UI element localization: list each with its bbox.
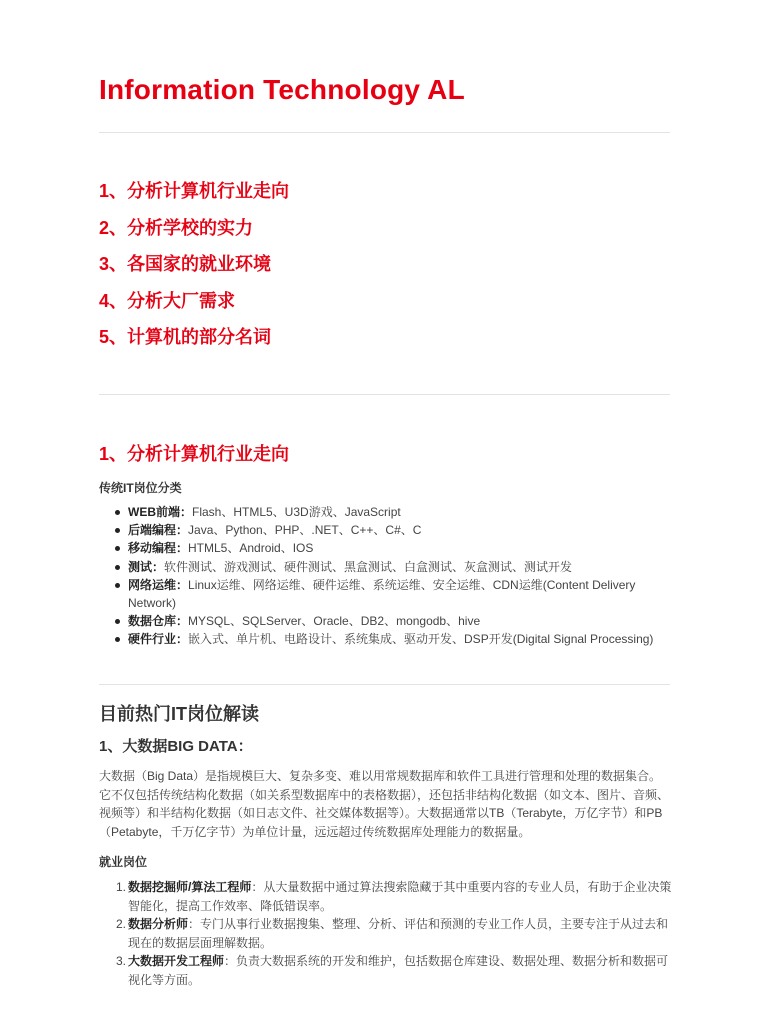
list-item: [128, 503, 673, 521]
bullet-icon: [115, 583, 120, 588]
item-label: 移动编程：: [128, 541, 189, 556]
toc-item[interactable]: 1、分析计算机行业走向: [99, 181, 290, 201]
hot-jobs-heading: 目前热门IT岗位解读: [99, 704, 259, 724]
toc-item[interactable]: 4、分析大厂需求: [99, 290, 236, 311]
bullet-icon: [115, 546, 120, 551]
item-label: 硬件行业：: [128, 632, 189, 647]
document-title: Information Technology AL: [99, 74, 465, 105]
bullet-icon: [115, 637, 120, 642]
big-data-heading: 1、大数据BIG DATA：: [99, 738, 253, 755]
toc-item[interactable]: 3、各国家的就业环境: [99, 254, 272, 274]
list-item: [116, 952, 673, 989]
toc-item[interactable]: 2、分析学校的实力: [99, 217, 254, 238]
list-item: [128, 576, 673, 612]
item-text: Linux运维、网络运维、硬件运维、系统运维、安全运维、CDN运维(Content Delivery Network): [128, 577, 636, 611]
big-data-paragraph: 大数据（Big Data）是指规模巨大、复杂多变、难以用常规数据库和软件工具进行管理和处理的数据集合。它不仅包括传统结构化数据（如关系型数据库中的表格数据），还包括非结构化数据（如文本、图片、音频、视频等）和半结构化数据（如日志文件、社交媒体数据等）。大数据通常以TB（Terabyte，万亿字节）和PB（Petabyte，千万亿字节）为单位计量，远远超过传统数据库处理能力的数据量。: [99, 769, 670, 839]
table-of-contents: [99, 177, 289, 360]
list-item: [128, 630, 673, 648]
divider: [99, 132, 670, 133]
item-label: 测试：: [128, 559, 165, 574]
jobs-heading: 就业岗位: [99, 855, 148, 869]
item-number: 3.: [116, 954, 127, 968]
bullet-icon: [115, 565, 120, 570]
item-text: Java、Python、PHP、.NET、C++、C#、C: [188, 523, 422, 538]
item-text: ：从大量数据中通过算法搜索隐藏于其中重要内容的专业人员，有助于企业决策智能化，提高工作效率、降低错误率。: [128, 880, 672, 913]
item-text: HTML5、Android、IOS: [188, 541, 314, 556]
item-text: ：负责大数据系统的开发和维护，包括数据仓库建设、数据处理、数据分析和数据可视化等方面。: [128, 954, 669, 987]
subsection-heading: 传统IT岗位分类: [99, 481, 182, 495]
item-text: MYSQL、SQLServer、Oracle、DB2、mongodb、hive: [188, 614, 481, 629]
big-data-job-list: [116, 878, 673, 989]
section-heading: 1、分析计算机行业走向: [99, 444, 290, 464]
list-item: [116, 915, 673, 952]
item-label: 数据分析师: [128, 917, 189, 931]
item-text: Flash、HTML5、U3D游戏、JavaScript: [192, 505, 401, 519]
item-text: 软件测试、游戏测试、硬件测试、黑盒测试、白盒测试、灰盒测试、测试开发: [164, 559, 573, 574]
bullet-icon: [115, 619, 120, 624]
divider: [99, 394, 670, 395]
bullet-icon: [115, 528, 120, 533]
item-label: WEB前端：: [128, 505, 192, 519]
item-label: 大数据开发工程师: [128, 954, 225, 968]
item-text: ：专门从事行业数据搜集、整理、分析、评估和预测的专业工作人员，主要专注于从过去和现在的数据层面理解数据。: [128, 917, 669, 950]
list-item: [128, 521, 673, 539]
list-item: [128, 539, 673, 557]
list-item: [128, 558, 673, 576]
item-number: 2.: [116, 917, 127, 931]
item-label: 网络运维：: [128, 577, 189, 592]
divider: [99, 684, 670, 685]
bullet-icon: [115, 510, 120, 515]
item-label: 数据挖掘师/算法工程师: [128, 880, 252, 894]
item-label: 后端编程：: [128, 523, 189, 538]
item-number: 1.: [116, 880, 127, 894]
item-text: 嵌入式、单片机、电路设计、系统集成、驱动开发、DSP开发(Digital Signal Processing): [188, 632, 654, 647]
it-job-category-list: [128, 503, 673, 649]
list-item: [128, 612, 673, 630]
item-label: 数据仓库：: [128, 614, 189, 629]
list-item: [116, 878, 673, 915]
toc-item[interactable]: 5、计算机的部分名词: [99, 327, 272, 347]
